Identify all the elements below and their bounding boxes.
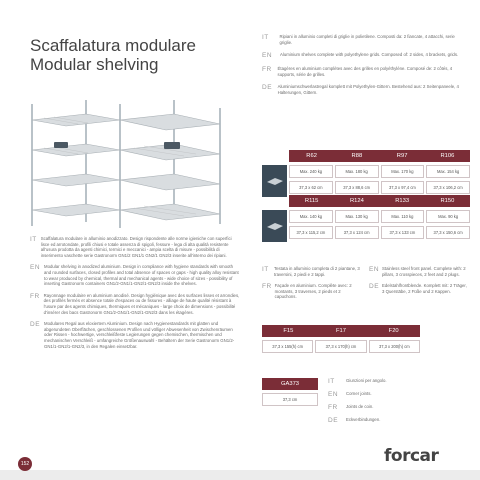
title-line-1: Scaffalatura modulare xyxy=(30,36,197,55)
main-descriptions xyxy=(30,236,240,349)
lang-label: FR xyxy=(328,404,338,411)
desc-text: Étagères en aluminium complètes avec des grilles en polyéthylène. Composé de: 2 côtés, 4 supports, série de grilles. xyxy=(277,66,453,77)
page-number: 152 xyxy=(18,457,32,471)
lang-label: IT xyxy=(262,34,269,41)
code-label: R62 xyxy=(306,153,317,159)
desc-it xyxy=(262,34,462,45)
desc-it xyxy=(262,266,363,277)
lang-label: FR xyxy=(262,66,272,74)
desc-text: Ripiani in alluminio completi di griglie in polietilene. Composti da: 2 fiancate, 4 attacchi, serie griglie. xyxy=(279,34,455,45)
desc-it xyxy=(328,378,470,385)
code-label: R150 xyxy=(440,198,455,204)
footer-bar xyxy=(0,470,480,480)
table-header xyxy=(262,378,318,390)
desc-fr xyxy=(328,404,470,411)
table-cell: Max. 110 kg xyxy=(381,210,425,223)
table-cell: 37,3 x 133 cm xyxy=(381,226,425,239)
desc-en xyxy=(30,264,240,286)
desc-text: Testata in alluminio completa di 2 piantane, 3 traversini, 2 piedi e 2 tappi. xyxy=(274,266,360,277)
desc-text: Aluminiumschwerlastregal komplett mit Polyethylen-Gittern. Bestehend aus: 2 Seitenpaneele, 4 Halterungen, Gittern. xyxy=(277,84,459,95)
lang-label: EN xyxy=(369,266,380,273)
lang-label: DE xyxy=(30,321,41,329)
product-table-2 xyxy=(262,195,470,242)
table-row-dims xyxy=(262,340,420,353)
desc-text: Modulares Regal aus eloxiertem Aluminium. Design nach Hygienestandards mit glatten und abgerundeten Oberflächen, geschlossenen Profilen und völliger Abwesenheit von Zwischenräumen oder Rissen - hochwertige, verschleißfeste Legierungen gegen chemischen, thermischen und mechanischen Verschleiß - umfangreiche Größenauswahl - Behältern der Serie Gastronorm GN1/2-GN1/1-GN2/1-GN2/3, in den Regalen einsetzbar. xyxy=(44,321,235,349)
table-cell: 37,3 x 115,2 cm xyxy=(289,226,333,239)
desc-text: Aluminium shelves complete with polyethylene grids. Composed of: 2 sides, 4 brackets, grids. xyxy=(280,52,459,58)
front-panel-descriptions xyxy=(262,266,470,300)
desc-text: Joints de coin. xyxy=(346,404,374,409)
desc-text: Eckverbindungen. xyxy=(346,417,381,422)
table-cell: 37,3 cm xyxy=(262,393,318,406)
desc-en xyxy=(369,266,470,277)
lang-label: DE xyxy=(369,283,380,291)
lang-label: EN xyxy=(328,391,339,398)
code-label: F20 xyxy=(388,328,399,334)
table-cell: Max. 170 kg xyxy=(381,165,425,178)
shelf-icon xyxy=(266,176,284,186)
desc-text: Rayonnage modulaire en aluminium anodisé. Design hygiénique avec des surfaces lisses et arrondies, des profilés fermés et absence totale d'espaces ou de fissures - alliage de haute qualité résistant à l'usure par des agents chimiques, thermiques et mécaniques - large choix de dimensions - possibilité d'insérer des bacs Gastronorm GN1/2-GN1/1-GN2/1-GN2/3 dans les étagères. xyxy=(43,292,240,315)
brand-logo: forcar xyxy=(384,446,439,466)
product-table-1 xyxy=(262,150,470,197)
desc-fr xyxy=(262,283,363,300)
page-title xyxy=(30,36,196,74)
desc-text: Stainless steel front panel. Complete with: 2 pillars, 3 crosspieces, 2 feet and 2 plugs. xyxy=(382,266,466,277)
lang-label: IT xyxy=(262,266,269,273)
desc-text: Modular shelving in anodized aluminium. Design in compliance with hygiene standards with smooth and rounded surfaces, closed profiles and total absence of spaces or gaps - high quality alloy resistant to wear produced by chemical, thermal and mechanical agents - wide choice of sizes - possibility of inserting Gastronorm containers GN1/2-GN1/1-GN2/1-GN2/3 inside the shelves. xyxy=(44,264,239,287)
table-row-loads xyxy=(289,165,470,178)
desc-fr xyxy=(30,293,240,315)
table-cell: Max. 154 kg xyxy=(426,165,470,178)
desc-de xyxy=(369,283,470,300)
product-table-3 xyxy=(262,325,470,353)
lang-label: FR xyxy=(262,283,272,291)
table-cell: Max. 90 kg xyxy=(426,210,470,223)
desc-fr xyxy=(262,66,462,77)
table-cell: 37,3 x 124 cm xyxy=(335,226,379,239)
desc-it xyxy=(30,236,240,258)
table-cell: Max. 140 kg xyxy=(289,210,333,223)
desc-en xyxy=(328,391,470,398)
lang-label: EN xyxy=(262,52,273,60)
shelf-thumbnail xyxy=(262,210,287,242)
code-label: R106 xyxy=(440,153,455,159)
table-cell: 37,3 x 97,4 cm xyxy=(381,181,425,194)
code-label: R124 xyxy=(349,198,364,204)
desc-text: Scaffalatura modulare in alluminio anodizzato. Design rispondente alle norme igieniche con superfici lisce ed arrotondate, profili chiusi e totale assenza di spigoli, fessure - lega di alta qualità resistente all'usura prodotta da agenti chimici, termici e meccanici - ampia scelta di misure - possibilità di inserimento vaschette serie Gastronorm GN1/2 GN1/1 GN2/1 GN2/3 inserite all'interno dei ripiani. xyxy=(40,236,232,258)
desc-de xyxy=(30,321,240,349)
table-header xyxy=(289,195,470,207)
table-cell: 37,3 x 155(h) cm xyxy=(262,340,313,353)
table-row-loads xyxy=(289,210,470,223)
table-cell: 37,3 x 150,6 cm xyxy=(426,226,470,239)
desc-text: Corner joints. xyxy=(346,391,372,396)
table-cell: 37,3 x 62 cm xyxy=(289,181,333,194)
lang-label: IT xyxy=(328,378,335,385)
desc-en xyxy=(262,52,462,59)
shelf-icon xyxy=(266,221,284,231)
code-label: R133 xyxy=(395,198,410,204)
table-cell: 37,3 x 170(h) cm xyxy=(315,340,366,353)
top-descriptions xyxy=(262,34,462,96)
table-cell: 37,3 x 88,6 cm xyxy=(335,181,379,194)
lang-label: IT xyxy=(30,236,37,243)
desc-text: Giunzioni per angolo. xyxy=(346,378,387,383)
shelving-illustration xyxy=(24,98,232,230)
lang-label: FR xyxy=(30,292,40,300)
desc-text: Façade en aluminium. Complète avec: 2 montants, 3 traverses, 2 pieds et 2 capuchons. xyxy=(274,283,352,300)
code-label: F15 xyxy=(283,328,294,334)
code-label: R97 xyxy=(396,153,408,159)
code-label: F17 xyxy=(336,328,346,334)
corner-joint-block xyxy=(262,378,470,424)
lang-label: EN xyxy=(30,264,41,272)
table-row-dims xyxy=(289,181,470,194)
table-row-dims xyxy=(289,226,470,239)
desc-de xyxy=(328,417,470,424)
code-label: R115 xyxy=(304,198,319,204)
title-line-2: Modular shelving xyxy=(30,55,159,74)
table-cell: 37,3 x 200(h) cm xyxy=(369,340,420,353)
table-cell: Max. 240 kg xyxy=(289,165,333,178)
lang-label: DE xyxy=(262,84,273,92)
lang-label: DE xyxy=(328,417,339,424)
table-header xyxy=(262,325,420,337)
desc-text: Edelstahlfrontblende. Komplett mit: 2 Träger, 3 Querstäbe, 2 Füße und 2 Kappen. xyxy=(382,283,467,294)
table-header xyxy=(289,150,470,162)
shelf-thumbnail xyxy=(262,165,287,197)
table-cell: Max. 180 kg xyxy=(335,165,379,178)
code-label: R88 xyxy=(351,153,363,159)
code-label: GA373 xyxy=(280,381,300,387)
table-cell: 37,3 x 106,2 cm xyxy=(426,181,470,194)
desc-de xyxy=(262,84,462,95)
table-cell: Max. 130 kg xyxy=(335,210,379,223)
